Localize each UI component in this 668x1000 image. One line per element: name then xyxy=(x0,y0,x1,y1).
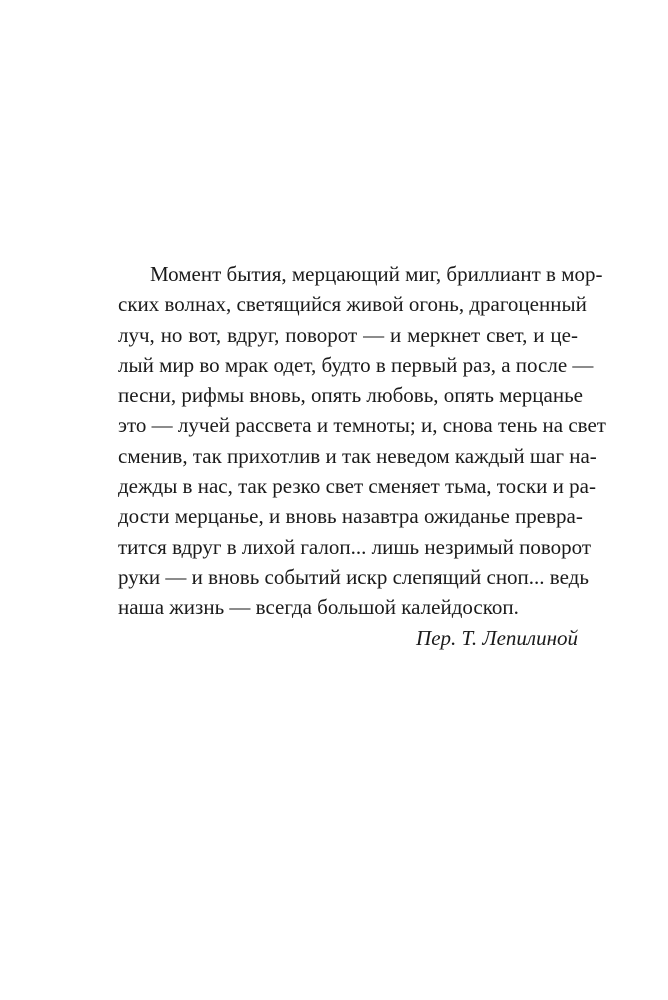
poem-line: луч, но вот, вдруг, поворот — и меркнет свет, и це- xyxy=(118,322,578,347)
poem-line: сменив, так прихотлив и так неведом каждый шаг на- xyxy=(118,443,597,468)
poem-epigraph xyxy=(118,259,606,653)
poem-line: это — лучей рассвета и темноты; и, снова тень на свет xyxy=(118,413,606,438)
poem-line: песни, рифмы вновь, опять любовь, опять мерцанье xyxy=(118,383,583,408)
poem-line: тится вдруг в лихой галоп... лишь незримый поворот xyxy=(118,534,592,559)
poem-line: Момент бытия, мерцающий миг, бриллиант в мор- xyxy=(150,262,603,286)
poem-line: наша жизнь — всегда большой калейдоскоп. xyxy=(118,595,519,620)
translator-credit: Пер. Т. Лепилиной xyxy=(416,625,578,650)
poem-line: дости мерцанье, и вновь назавтра ожиданье превра- xyxy=(118,504,583,529)
poem-line: дежды в нас, так резко свет сменяет тьма, тоски и ра- xyxy=(118,474,596,499)
poem-line: лый мир во мрак одет, будто в первый раз, а после — xyxy=(118,352,594,377)
poem-line: руки — и вновь событий искр слепящий сноп... ведь xyxy=(118,564,589,589)
poem-line: ских волнах, светящийся живой огонь, драгоценный xyxy=(118,292,587,317)
